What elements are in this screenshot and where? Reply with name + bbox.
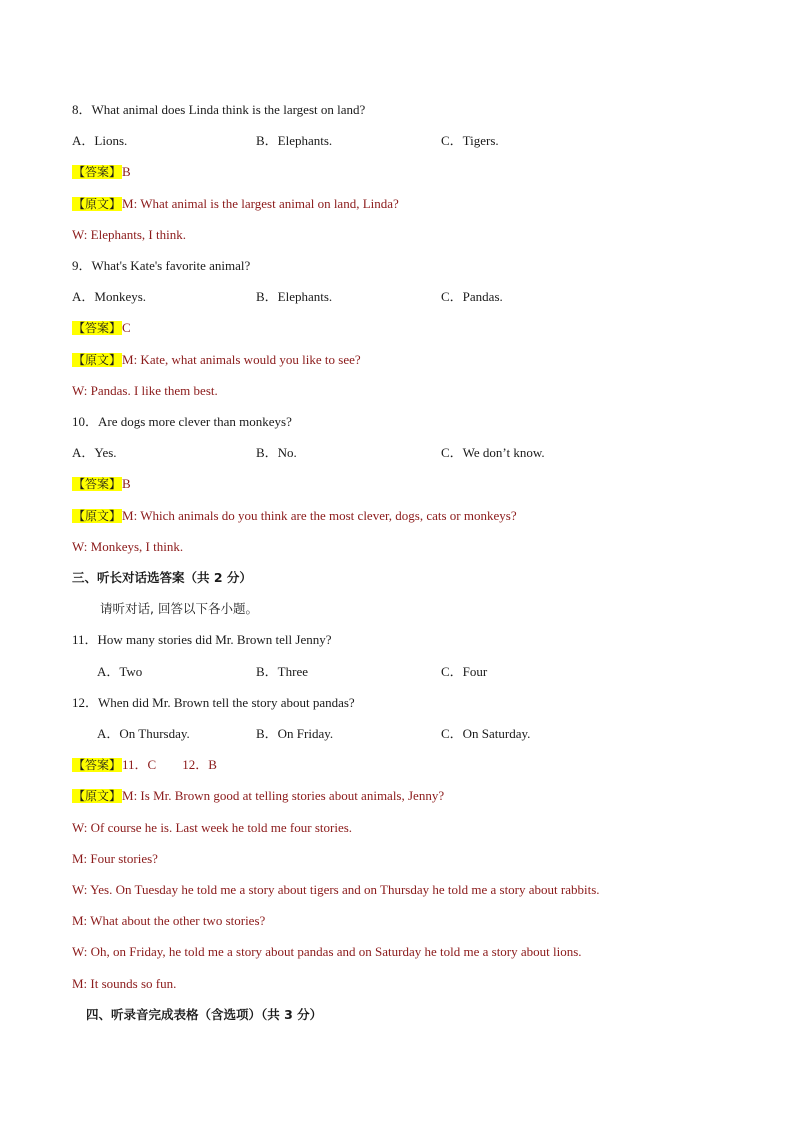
q9-option-a: A．Monkeys.	[72, 289, 147, 304]
q9-transcript-line-1	[72, 352, 361, 368]
q11-option-a: A．Two	[97, 664, 143, 679]
q11-option-c: C．Four	[441, 664, 488, 679]
dialogue-line: M: Which animals do you think are the most clever, dogs, cats or monkeys?	[122, 508, 517, 523]
transcript-tag: 【原文】	[73, 197, 122, 211]
q8-option-a: A．Lions.	[72, 133, 128, 148]
dialogue-line: M: What animal is the largest animal on land, Linda?	[122, 196, 399, 211]
q12-option-c: C．On Saturday.	[441, 726, 531, 741]
question-8: 8．What animal does Linda think is the largest on land?	[72, 102, 366, 117]
section-4-title: 四、听录音完成表格（含选项）（共 3 分）	[86, 1007, 323, 1022]
q10-option-a: A．Yes.	[72, 445, 117, 460]
transcript-tag: 【原文】	[73, 509, 122, 523]
q10-transcript-line-2: W: Monkeys, I think.	[72, 539, 184, 554]
answer-tag: 【答案】	[73, 477, 122, 491]
question-11: 11．How many stories did Mr. Brown tell Jenny?	[72, 632, 332, 647]
q8-transcript-line-2: W: Elephants, I think.	[72, 227, 186, 242]
answer-value: B	[122, 164, 131, 179]
answer-value: C	[122, 320, 131, 335]
answer-value: B	[122, 476, 131, 491]
transcript-tag: 【原文】	[73, 789, 122, 803]
question-10: 10．Are dogs more clever than monkeys?	[72, 414, 292, 429]
section-3-transcript-line-3: M: Four stories?	[72, 851, 158, 866]
answer-tag: 【答案】	[73, 758, 122, 772]
q8-option-c: C．Tigers.	[441, 133, 499, 148]
section-3-instruction: 请听对话, 回答以下各小题。	[100, 601, 258, 616]
dialogue-line: M: Kate, what animals would you like to see?	[122, 352, 361, 367]
q8-answer-line	[72, 164, 131, 180]
section-3-transcript-line-7: M: It sounds so fun.	[72, 976, 177, 991]
section-3-transcript-line-4: W: Yes. On Tuesday he told me a story about tigers and on Thursday he told me a story about rabbits.	[72, 882, 600, 897]
section-3-answer-line	[72, 757, 217, 773]
q9-option-b: B．Elephants.	[256, 289, 333, 304]
section-3-transcript-line-5: M: What about the other two stories?	[72, 913, 266, 928]
q12-option-b: B．On Friday.	[256, 726, 334, 741]
transcript-tag: 【原文】	[73, 353, 122, 367]
section-3-transcript-line-2: W: Of course he is. Last week he told me four stories.	[72, 820, 353, 835]
section-3-transcript-line-6: W: Oh, on Friday, he told me a story about pandas and on Saturday he told me a story about lions.	[72, 944, 582, 959]
dialogue-line: M: Is Mr. Brown good at telling stories about animals, Jenny?	[122, 788, 445, 803]
question-9: 9．What's Kate's favorite animal?	[72, 258, 251, 273]
q8-transcript-line-1	[72, 196, 399, 212]
q10-transcript-line-1	[72, 508, 517, 524]
q9-option-c: C．Pandas.	[441, 289, 503, 304]
q9-answer-line	[72, 320, 131, 336]
q8-option-b: B．Elephants.	[256, 133, 333, 148]
q12-option-a: A．On Thursday.	[97, 726, 190, 741]
answer-tag: 【答案】	[73, 321, 122, 335]
question-12: 12．When did Mr. Brown tell the story about pandas?	[72, 695, 355, 710]
answer-value: 11．C 12．B	[122, 757, 217, 772]
q10-option-c: C．We don’t know.	[441, 445, 545, 460]
section-3-transcript-line-1	[72, 788, 444, 804]
q10-option-b: B．No.	[256, 445, 297, 460]
q10-answer-line	[72, 476, 131, 492]
q11-option-b: B．Three	[256, 664, 308, 679]
section-3-title: 三、听长对话选答案（共 2 分）	[72, 570, 252, 585]
q9-transcript-line-2: W: Pandas. I like them best.	[72, 383, 218, 398]
answer-tag: 【答案】	[73, 165, 122, 179]
